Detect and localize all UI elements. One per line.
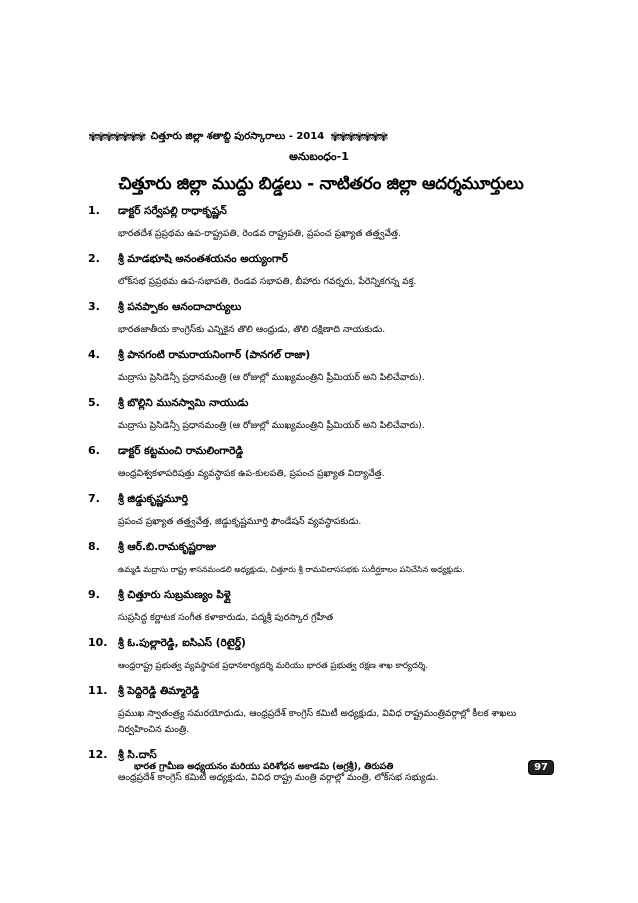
ornament-icon: ✾ bbox=[370, 130, 380, 144]
item-number: 12. bbox=[88, 748, 108, 761]
ornament-icon: ✾ bbox=[346, 130, 356, 144]
list-item bbox=[88, 348, 558, 396]
ornament-icon: ✾ bbox=[120, 130, 130, 144]
list-item bbox=[88, 204, 558, 252]
item-number: 1. bbox=[88, 204, 100, 217]
item-description: లోక్‌సభ ప్రప్రథమ ఉప-సభాపతి, రెండవ సభాపతి, బీహారు గవర్నరు, పేరెన్నికగన్న వక్త. bbox=[118, 276, 417, 287]
ornament-icon: ✾ bbox=[104, 130, 114, 144]
item-name: శ్రీ బొల్లిని మునస్వామి నాయుడు bbox=[118, 397, 249, 409]
item-description: ప్రపంచ ప్రఖ్యాత తత్త్వవేత్త, జిడ్డుకృష్ణమూర్తి ఫౌండేషన్ వ్యవస్థాపకుడు. bbox=[118, 516, 362, 527]
item-name: శ్రీ పెద్దిరెడ్డి తిమ్మారెడ్డి bbox=[118, 685, 200, 697]
item-description: ఉమ్మడి మద్రాసు రాష్ట్ర శాసనమండలి అధ్యక్షుడు, చిత్తూరు శ్రీ రామవిలాససభకు సుదీర్ఘకాలం పనిచేసిన అధ్యక్షుడు. bbox=[118, 565, 465, 574]
list-item bbox=[88, 492, 558, 540]
ornament-icon: ✾ bbox=[112, 130, 122, 144]
ornament-icon: ✾ bbox=[88, 130, 98, 144]
item-name: శ్రీ జిడ్డుకృష్ణమూర్తి bbox=[118, 493, 189, 505]
ornament-icon: ✾ bbox=[128, 130, 138, 144]
item-description: ప్రముఖ స్వాతంత్ర్య సమరయోధుడు, ఆంధ్రప్రదేశ్ కాంగ్రెస్ కమిటీ అధ్యక్షుడు, వివిధ రాష్ట్రమంత్రివర్గాల్లో కీలక శాఖలు నిర్వహించిన మంత్రి. bbox=[118, 708, 517, 735]
list-item bbox=[88, 252, 558, 300]
ornament-icon: ✾ bbox=[330, 130, 340, 144]
ornament-icon: ✾ bbox=[378, 130, 388, 144]
item-description: భారతదేశ ప్రప్రథమ ఉప-రాష్ట్రపతి, రెండవ రాష్ట్రపతి, ప్రపంచ ప్రఖ్యాత తత్త్వవేత్త. bbox=[118, 228, 401, 239]
header-title: చిత్తూరు జిల్లా శతాబ్ది పురస్కారాలు - 2014 bbox=[150, 131, 325, 142]
item-number: 7. bbox=[88, 492, 100, 505]
item-description: ఆంధ్రప్రదేశ్ కాంగ్రెస్ కమిటీ అధ్యక్షుడు, వివిధ రాష్ట్ర మంత్రి వర్గాల్లో మంత్రి, లోక్‌సభ సభ్యుడు. bbox=[118, 772, 439, 783]
personalities-list bbox=[88, 204, 558, 796]
list-item bbox=[88, 396, 558, 444]
footer-institution: భారత గ్రామీణ అధ్యయనం మరియు పరిశోధన అకాడమి (అగ్రశ్రీ), తిరుపతి bbox=[134, 761, 394, 772]
item-description: మద్రాసు ప్రెసిడెన్సీ ప్రధానమంత్రి (ఆ రోజుల్లో ముఖ్యమంత్రిని ప్రీమియర్ అని పిలిచేవారు). bbox=[118, 372, 425, 383]
ornament-icon: ✾ bbox=[136, 130, 146, 144]
item-number: 6. bbox=[88, 444, 100, 457]
item-number: 4. bbox=[88, 348, 100, 361]
item-number: 9. bbox=[88, 588, 100, 601]
item-name: శ్రీ పానగంటి రామరాయనింగార్ (పానగల్ రాజా) bbox=[118, 349, 311, 361]
item-name: శ్రీ ఓ.పుల్లారెడ్డి, ఐసిఎస్ (రిటైర్డ్) bbox=[118, 637, 246, 649]
ornament-icon: ✾ bbox=[338, 130, 348, 144]
ornament-icon: ✾ bbox=[362, 130, 372, 144]
item-number: 11. bbox=[88, 684, 108, 697]
item-description: భారతజాతీయ కాంగ్రెస్‌కు ఎన్నికైన తొలి ఆంధ్రుడు, తొలి దక్షిణాది నాయకుడు. bbox=[118, 324, 386, 335]
right-ornament-border bbox=[330, 130, 386, 144]
page-title: చిత్తూరు జిల్లా ముద్దు బిడ్డలు - నాటితరం జిల్లా ఆదర్శమూర్తులు bbox=[118, 174, 524, 194]
list-item bbox=[88, 540, 558, 588]
list-item bbox=[88, 444, 558, 492]
page-footer bbox=[134, 760, 554, 775]
left-ornament-border bbox=[88, 130, 144, 144]
item-name: శ్రీ ఆర్.బి.రామకృష్ణరాజు bbox=[118, 541, 216, 553]
list-item bbox=[88, 684, 558, 748]
item-description: మద్రాసు ప్రెసిడెన్సీ ప్రధానమంత్రి (ఆ రోజుల్లో ముఖ్యమంత్రిని ప్రీమియర్ అని పిలిచేవారు). bbox=[118, 420, 425, 431]
item-number: 10. bbox=[88, 636, 108, 649]
item-name: శ్రీ పనప్పాకం ఆనందాచార్యులు bbox=[118, 301, 242, 313]
item-name: డాక్టర్ సర్వేపల్లి రాధాకృష్ణన్ bbox=[118, 205, 227, 217]
item-description: ఆంధ్రవిశ్వకళాపరిషత్తు వ్యవస్థాపక ఉప-కులపతి, ప్రపంచ ప్రఖ్యాత విద్యావేత్త. bbox=[118, 468, 385, 479]
item-name: శ్రీ మాడభూషి అనంతశయనం అయ్యంగార్ bbox=[118, 253, 288, 265]
item-number: 5. bbox=[88, 396, 100, 409]
list-item bbox=[88, 636, 558, 684]
page-header bbox=[88, 127, 553, 147]
appendix-label: అనుబంధం-1 bbox=[289, 150, 349, 163]
list-item bbox=[88, 300, 558, 348]
list-item bbox=[88, 588, 558, 636]
item-number: 8. bbox=[88, 540, 100, 553]
item-name: శ్రీ చిత్తూరు సుబ్రమణ్యం పిళ్లై bbox=[118, 589, 231, 601]
item-number: 2. bbox=[88, 252, 100, 265]
ornament-icon: ✾ bbox=[354, 130, 364, 144]
item-description: సుప్రసిద్ధ కర్ణాటక సంగీత కళాకారుడు, పద్మశ్రీ పురస్కార గ్రహీత bbox=[118, 612, 334, 623]
item-name: డాక్టర్ కట్టమంచి రామలింగారెడ్డి bbox=[118, 445, 244, 457]
ornament-icon: ✾ bbox=[96, 130, 106, 144]
item-name: శ్రీ సి.దాస్ bbox=[118, 749, 157, 761]
item-description: ఆంధ్రరాష్ట్ర ప్రభుత్వ వ్యవస్థాపక ప్రధానకార్యదర్శి మరియు భారత ప్రభుత్వ రక్షణ శాఖ కార్యదర్శి. bbox=[118, 661, 429, 671]
item-number: 3. bbox=[88, 300, 100, 313]
page-number-badge: 97 bbox=[528, 760, 554, 775]
